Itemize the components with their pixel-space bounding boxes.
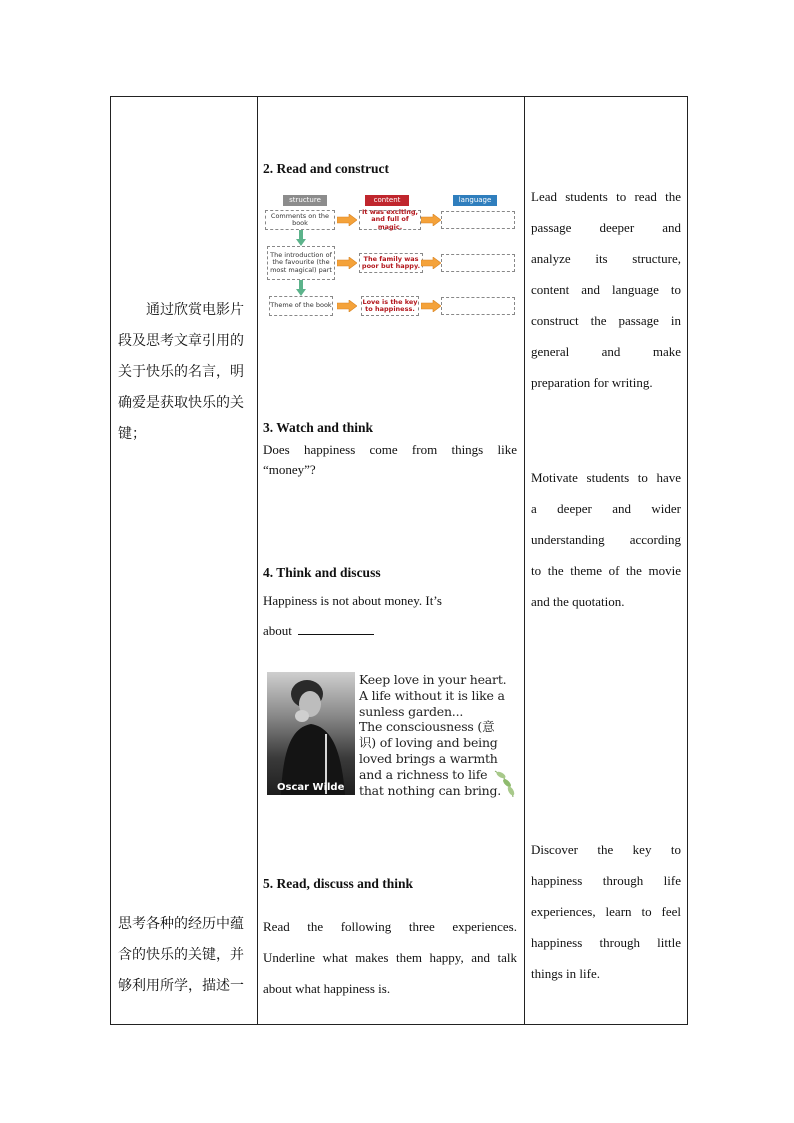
design-note-b: 思考各种的经历中蕴 含的快乐的关键，并 够利用所学，描述一 xyxy=(118,916,244,994)
right-arrow-icon xyxy=(421,300,441,312)
content-box: It was exciting, and full of magic. xyxy=(359,210,421,230)
purpose-a: Lead students to read the passage deeper and analyze its structure, content and language to construct the passage in general and make preparation for writing. xyxy=(531,189,681,390)
section-5-heading: 5. Read, discuss and think xyxy=(263,876,414,891)
section-4-line-2: about xyxy=(263,621,517,641)
oscar-wilde-portrait: Oscar Wilde xyxy=(267,672,355,795)
right-arrow-icon xyxy=(337,214,357,226)
wilde-quote-text: Keep love in your heart. A life without it is like a sunless garden... The consciousness (意 识) of loving and being loved brings a warmth and a richness to life that nothing can bring. xyxy=(359,672,507,798)
structure-box: Theme of the book xyxy=(269,296,333,316)
right-arrow-icon xyxy=(421,257,441,269)
structure-box: Comments on the book xyxy=(265,210,335,230)
down-arrow-icon xyxy=(296,280,306,296)
structure-diagram xyxy=(263,195,519,323)
language-box xyxy=(441,211,515,229)
content-box: The family was poor but happy. xyxy=(359,253,423,273)
structure-box: The introduction of the favourite (the most magical) part xyxy=(267,246,335,280)
section-4-heading: 4. Think and discuss xyxy=(263,565,381,580)
language-tag: language xyxy=(453,195,497,206)
column-divider xyxy=(257,97,258,1024)
section-5-body: Read the following three experiences. Underline what makes them happy, and talk about what happiness is. xyxy=(263,919,517,996)
section-2-heading: 2. Read and construct xyxy=(263,161,390,176)
quote-image xyxy=(263,667,517,799)
right-arrow-icon xyxy=(421,214,441,226)
purpose-b: Motivate students to have a deeper and wider understanding according to the theme of the movie and the quotation. xyxy=(531,470,681,609)
language-box xyxy=(441,254,515,272)
column-divider xyxy=(524,97,525,1024)
right-arrow-icon xyxy=(337,300,357,312)
content-tag: content xyxy=(365,195,409,206)
structure-tag: structure xyxy=(283,195,327,206)
right-arrow-icon xyxy=(337,257,357,269)
leaf-decoration-icon xyxy=(493,763,517,797)
language-box xyxy=(441,297,515,315)
lesson-table xyxy=(110,96,688,1025)
section-4-line-1: Happiness is not about money. It’s xyxy=(263,593,442,608)
design-note-a: 通过欣赏电影片 段及思考文章引用的 关于快乐的名言，明 确爱是获取快乐的关 键； xyxy=(118,302,244,442)
section-3-heading: 3. Watch and think xyxy=(263,420,374,435)
answer-blank[interactable] xyxy=(298,622,374,635)
content-box: Love is the key to happiness. xyxy=(361,296,419,316)
section-3-question: Does happiness come from things like “money”? xyxy=(263,442,517,477)
purpose-c: Discover the key to happiness through life experiences, learn to feel happiness through little things in life. xyxy=(531,842,681,981)
down-arrow-icon xyxy=(296,230,306,246)
portrait-figure-icon xyxy=(267,672,355,795)
